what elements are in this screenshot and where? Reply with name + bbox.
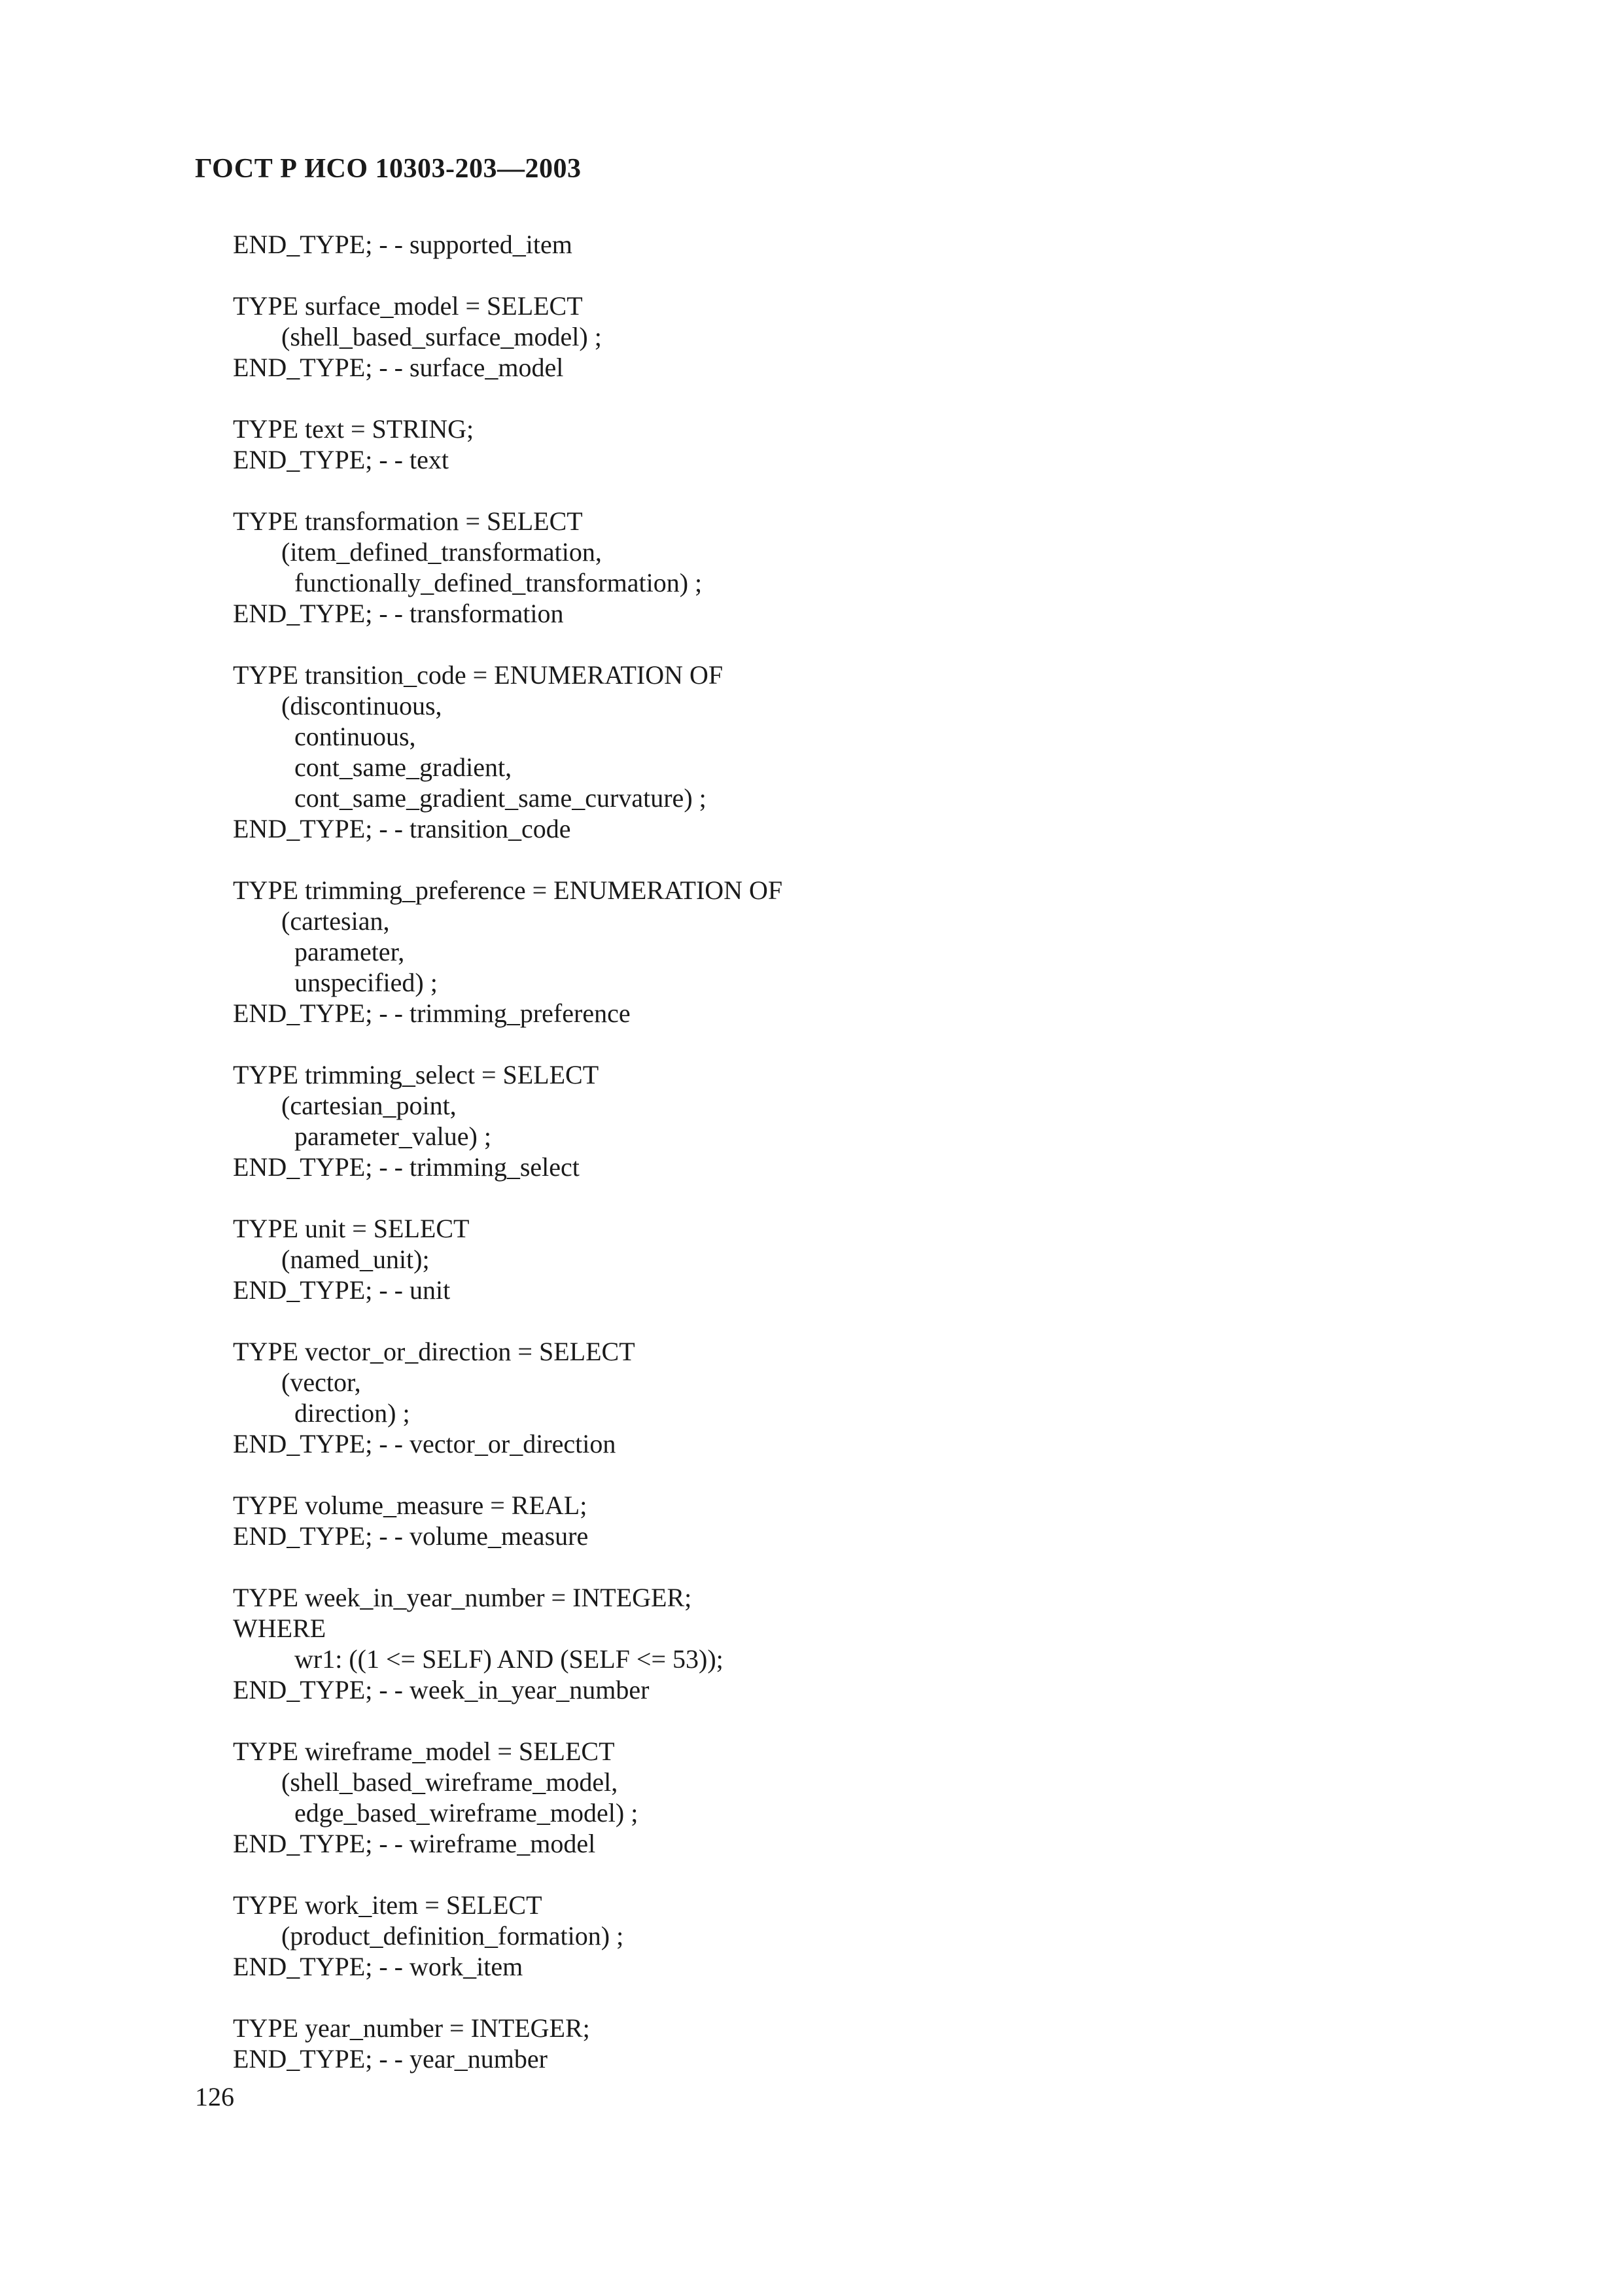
- code-line: END_TYPE; - - trimming_preference: [233, 998, 631, 1028]
- code-line: functionally_defined_transformation) ;: [294, 568, 703, 597]
- code-line: (discontinuous,: [281, 691, 442, 720]
- code-line: END_TYPE; - - surface_model: [233, 353, 564, 382]
- page-number: 126: [195, 2082, 234, 2111]
- code-line: (cartesian,: [281, 906, 390, 936]
- code-line: wr1: ((1 <= SELF) AND (SELF <= 53));: [294, 1644, 724, 1674]
- code-line: TYPE trimming_select = SELECT: [233, 1060, 599, 1089]
- code-line: END_TYPE; - - work_item: [233, 1952, 523, 1981]
- code-line: cont_same_gradient_same_curvature) ;: [294, 783, 707, 813]
- code-line: END_TYPE; - - supported_item: [233, 230, 572, 259]
- code-line: direction) ;: [294, 1398, 410, 1428]
- code-line: END_TYPE; - - text: [233, 445, 449, 474]
- code-line: TYPE transformation = SELECT: [233, 506, 583, 536]
- code-line: (item_defined_transformation,: [281, 537, 602, 567]
- code-line: END_TYPE; - - year_number: [233, 2044, 548, 2074]
- code-line: parameter,: [294, 937, 405, 966]
- code-line: TYPE wireframe_model = SELECT: [233, 1737, 615, 1766]
- code-line: (named_unit);: [281, 1245, 430, 1274]
- code-line: END_TYPE; - - unit: [233, 1275, 451, 1305]
- code-line: TYPE week_in_year_number = INTEGER;: [233, 1583, 692, 1612]
- code-line: END_TYPE; - - transition_code: [233, 814, 571, 843]
- code-line: TYPE vector_or_direction = SELECT: [233, 1337, 635, 1366]
- code-line: END_TYPE; - - vector_or_direction: [233, 1429, 616, 1458]
- code-line: edge_based_wireframe_model) ;: [294, 1798, 638, 1828]
- code-line: unspecified) ;: [294, 968, 438, 997]
- code-line: END_TYPE; - - week_in_year_number: [233, 1675, 650, 1704]
- code-line: (shell_based_surface_model) ;: [281, 322, 602, 351]
- code-line: TYPE trimming_preference = ENUMERATION OF: [233, 875, 783, 905]
- code-line: TYPE text = STRING;: [233, 414, 474, 444]
- code-line: (cartesian_point,: [281, 1091, 457, 1120]
- code-line: TYPE year_number = INTEGER;: [233, 2013, 590, 2043]
- code-line: (shell_based_wireframe_model,: [281, 1767, 618, 1797]
- code-line: TYPE volume_measure = REAL;: [233, 1491, 587, 1520]
- code-line: END_TYPE; - - wireframe_model: [233, 1829, 596, 1858]
- code-line: END_TYPE; - - volume_measure: [233, 1521, 589, 1551]
- code-line: parameter_value) ;: [294, 1122, 491, 1151]
- code-line: TYPE work_item = SELECT: [233, 1890, 542, 1920]
- code-line: WHERE: [233, 1614, 326, 1643]
- code-line: END_TYPE; - - transformation: [233, 599, 564, 628]
- code-line: TYPE surface_model = SELECT: [233, 291, 583, 321]
- code-line: TYPE transition_code = ENUMERATION OF: [233, 660, 724, 690]
- page-header-standard: ГОСТ Р ИСО 10303-203—2003: [195, 154, 582, 184]
- code-line: (vector,: [281, 1368, 361, 1397]
- code-line: continuous,: [294, 722, 416, 751]
- code-line: cont_same_gradient,: [294, 752, 512, 782]
- code-line: (product_definition_formation) ;: [281, 1921, 624, 1951]
- code-line: END_TYPE; - - trimming_select: [233, 1152, 580, 1182]
- code-line: TYPE unit = SELECT: [233, 1214, 470, 1243]
